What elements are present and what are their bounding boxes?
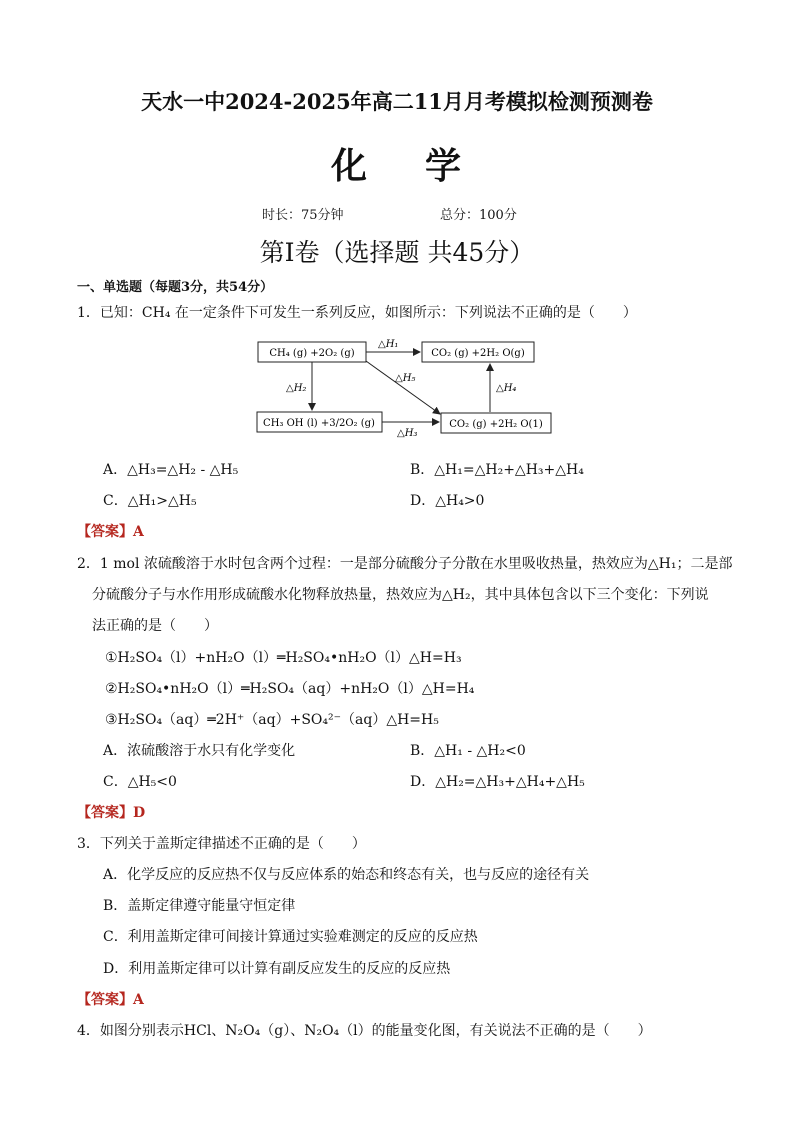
part-heading: 一、单选题（每题3分，共54分） xyxy=(77,280,274,295)
subject-char-2: 学 xyxy=(425,145,464,187)
q3-answer-value: A xyxy=(133,992,144,1008)
q3-option-b: B．盖斯定律遵守能量守恒定律 xyxy=(103,898,296,914)
q2-option-b: B．△H₁ - △H₂<0 xyxy=(410,743,526,759)
q1-answer-label: 【答案】 xyxy=(77,524,133,540)
label-dh3: △H₃ xyxy=(397,428,418,439)
label-dh4: △H₄ xyxy=(496,383,517,394)
q3-answer-label: 【答案】 xyxy=(77,992,133,1008)
subject-title xyxy=(0,138,794,189)
q2-stem-line1: 2．1 mol 浓硫酸溶于水时包含两个过程：一是部分硫酸分子分散在水里吸收热量，热效应为△H₁；二是部 xyxy=(77,556,733,572)
subject-char-1: 化 xyxy=(330,145,369,187)
q2-reaction-1: ①H₂SO₄（l）+nH₂O（l）═H₂SO₄•nH₂O（l）△H=H₃ xyxy=(105,650,462,666)
q2-option-c: C．△H₅<0 xyxy=(103,774,177,790)
q3-stem: 3．下列关于盖斯定律描述不正确的是（ ） xyxy=(77,836,366,852)
diagram-label-co2-gas: CO₂ (g) +2H₂ O(g) xyxy=(431,348,525,359)
q3-option-a: A．化学反应的反应热不仅与反应体系的始态和终态有关，也与反应的途径有关 xyxy=(103,867,590,883)
q4-stem: 4．如图分别表示HCl、N₂O₄（g）、N₂O₄（l）的能量变化图，有关说法不正确的是（ ） xyxy=(77,1023,652,1039)
label-dh1: △H₁ xyxy=(378,339,399,350)
q2-option-d: D．△H₂=△H₃+△H₄+△H₅ xyxy=(410,774,585,790)
q1-option-b: B．△H₁=△H₂+△H₃+△H₄ xyxy=(410,462,584,478)
q3-option-d: D．利用盖斯定律可以计算有副反应发生的反应的反应热 xyxy=(103,961,451,977)
q2-stem-line3: 法正确的是（ ） xyxy=(92,618,218,634)
q1-option-c: C．△H₁>△H₅ xyxy=(103,493,197,509)
q2-answer-value: D xyxy=(133,805,146,821)
diagram-label-ch4: CH₄ (g) +2O₂ (g) xyxy=(269,348,355,359)
label-dh5: △H₅ xyxy=(395,373,416,384)
diagram-label-co2-liquid: CO₂ (g) +2H₂ O(1) xyxy=(449,419,543,430)
q2-stem-line2: 分硫酸分子与水作用形成硫酸水化物释放热量，热效应为△H₂，其中具体包含以下三个变化：下列说 xyxy=(92,587,709,603)
diagram-label-ch3oh: CH₃ OH (l) +3/2O₂ (g) xyxy=(263,418,375,429)
q2-answer xyxy=(77,802,145,822)
q1-stem: 1．已知：CH₄ 在一定条件下可发生一系列反应，如图所示：下列说法不正确的是（ ） xyxy=(77,305,637,321)
exam-total-score: 总分：100分 xyxy=(440,208,517,223)
exam-title: 天水一中2024-2025年高二11月月考模拟检测预测卷 xyxy=(141,89,653,114)
q2-answer-label: 【答案】 xyxy=(77,805,133,821)
q1-option-a: A．△H₃=△H₂ - △H₅ xyxy=(103,462,239,478)
q2-reaction-2: ②H₂SO₄•nH₂O（l）═H₂SO₄（aq）+nH₂O（l）△H=H₄ xyxy=(105,681,475,697)
arrow-dh5 xyxy=(366,361,440,414)
q3-answer xyxy=(77,989,144,1009)
q1-enthalpy-diagram xyxy=(250,335,560,440)
exam-duration: 时长：75分钟 xyxy=(262,208,344,223)
q1-answer xyxy=(77,521,144,541)
q1-option-d: D．△H₄>0 xyxy=(410,493,485,509)
q2-reaction-3: ③H₂SO₄（aq）═2H⁺（aq）+SO₄²⁻（aq）△H=H₅ xyxy=(105,712,439,728)
section-heading: 第Ⅰ卷（选择题 共45分） xyxy=(259,238,535,267)
q2-option-a: A．浓硫酸溶于水只有化学变化 xyxy=(103,743,296,759)
q1-answer-value: A xyxy=(133,524,144,540)
q3-option-c: C．利用盖斯定律可间接计算通过实验难测定的反应的反应热 xyxy=(103,929,478,945)
label-dh2: △H₂ xyxy=(286,383,307,394)
